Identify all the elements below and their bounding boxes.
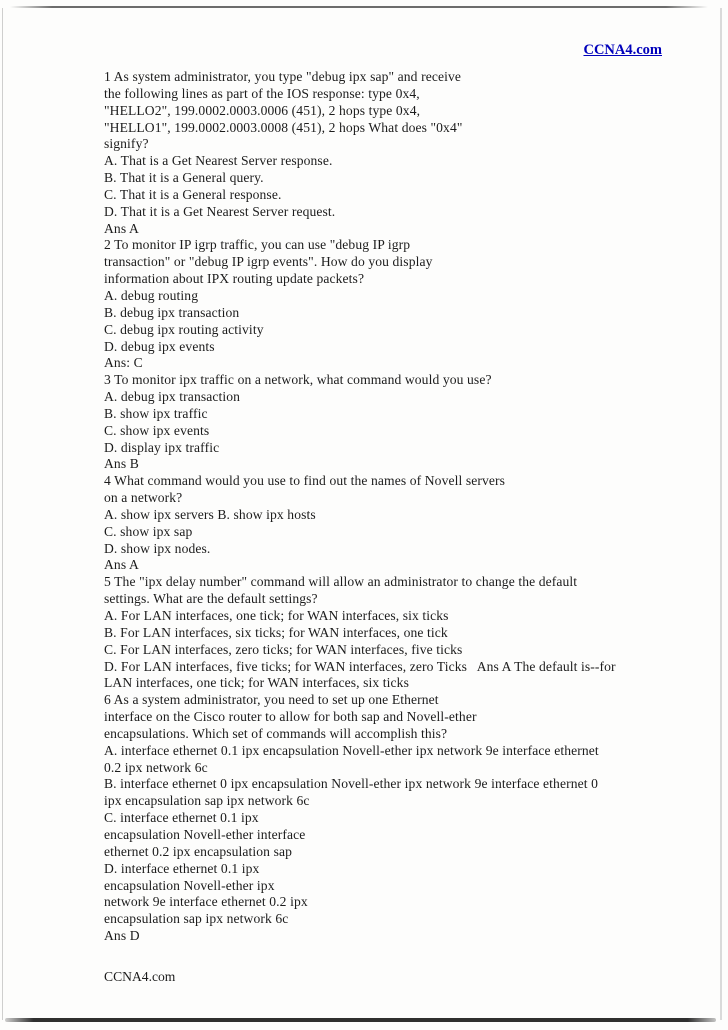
text-line: signify? <box>104 136 149 152</box>
text-line: C. That it is a General response. <box>104 186 282 202</box>
text-line: settings. What are the default settings? <box>104 591 318 607</box>
text-line: 1 As system administrator, you type "debug ipx sap" and receive <box>104 69 462 84</box>
text-line: Ans D <box>104 928 140 944</box>
scan-edge-left <box>2 8 3 1020</box>
text-line: A. debug ipx transaction <box>104 389 241 405</box>
text-line: 5 The "ipx delay number" command will allow an administrator to change the default <box>104 574 578 590</box>
ccna4-header-link[interactable]: CCNA4.com <box>583 42 662 58</box>
text-line: D. display ipx traffic <box>104 439 220 455</box>
text-line: the following lines as part of the IOS response: type 0x4, <box>104 85 420 101</box>
text-line: "HELLO1", 199.0002.0003.0008 (451), 2 hops What does "0x4" <box>104 119 463 135</box>
text-line: C. For LAN interfaces, zero ticks; for WAN interfaces, five ticks <box>104 641 463 657</box>
text-line: 3 To monitor ipx traffic on a network, what command would you use? <box>104 372 492 388</box>
text-line: encapsulation sap ipx network 6c <box>104 911 289 927</box>
text-line: "HELLO2", 199.0002.0003.0006 (451), 2 hops type 0x4, <box>104 102 421 118</box>
text-line: B. interface ethernet 0 ipx encapsulation Novell-ether ipx network 9e interface ethernet 0 <box>104 776 599 792</box>
text-line: C. show ipx sap <box>104 523 193 539</box>
text-line: LAN interfaces, one tick; for WAN interfaces, six ticks <box>104 675 409 691</box>
text-line: C. interface ethernet 0.1 ipx <box>104 810 259 826</box>
text-line: information about IPX routing update packets? <box>104 271 365 287</box>
text-line: A. For LAN interfaces, one tick; for WAN interfaces, six ticks <box>104 608 449 623</box>
text-line: C. show ipx events <box>104 422 210 438</box>
scan-edge-top <box>10 6 708 8</box>
scan-edge-right <box>720 8 722 1020</box>
text-line: ipx encapsulation sap ipx network 6c <box>104 793 310 809</box>
text-line: encapsulation Novell-ether interface <box>104 826 306 842</box>
text-line: encapsulations. Which set of commands will accomplish this? <box>104 725 448 741</box>
text-line: network 9e interface ethernet 0.2 ipx <box>104 894 308 910</box>
text-line: A. interface ethernet 0.1 ipx encapsulation Novell-ether ipx network 9e interface ethernet <box>104 742 599 758</box>
text-line: B. That it is a General query. <box>104 170 264 186</box>
text-line: transaction" or "debug IP igrp events". How do you display <box>104 254 433 270</box>
text-line: 0.2 ipx network 6c <box>104 759 208 775</box>
text-line: D. That it is a Get Nearest Server request. <box>104 203 336 219</box>
text-line: 2 To monitor IP igrp traffic, you can use "debug IP igrp <box>104 237 411 253</box>
text-line: interface on the Cisco router to allow for both sap and Novell-ether <box>104 709 477 725</box>
text-line: on a network? <box>104 490 183 506</box>
footer-text: CCNA4.com <box>104 969 176 984</box>
text-line: B. debug ipx transaction <box>104 304 240 320</box>
text-line: D. debug ipx events <box>104 338 215 354</box>
text-line: 6 As a system administrator, you need to set up one Ethernet <box>104 692 439 708</box>
text-line: D. show ipx nodes. <box>104 540 211 556</box>
text-line: B. show ipx traffic <box>104 405 208 421</box>
text-line: Ans B <box>104 456 139 472</box>
scan-edge-bottom <box>5 1018 716 1022</box>
text-line: A. show ipx servers B. show ipx hosts <box>104 506 316 522</box>
document-content <box>104 69 670 945</box>
text-line: C. debug ipx routing activity <box>104 321 264 337</box>
text-line: encapsulation Novell-ether ipx <box>104 877 275 893</box>
text-line: Ans A <box>104 557 139 573</box>
text-line: Ans A <box>104 220 139 236</box>
text-line: D. For LAN interfaces, five ticks; for WAN interfaces, zero Ticks Ans A The default is--for <box>104 658 616 674</box>
text-line: ethernet 0.2 ipx encapsulation sap <box>104 843 292 859</box>
text-line: D. interface ethernet 0.1 ipx <box>104 860 260 876</box>
text-line: 4 What command would you use to find out the names of Novell servers <box>104 473 506 489</box>
text-line: Ans: C <box>104 355 143 371</box>
text-line: A. That is a Get Nearest Server response. <box>104 153 333 169</box>
text-line: B. For LAN interfaces, six ticks; for WAN interfaces, one tick <box>104 624 448 640</box>
text-line: A. debug routing <box>104 287 199 303</box>
